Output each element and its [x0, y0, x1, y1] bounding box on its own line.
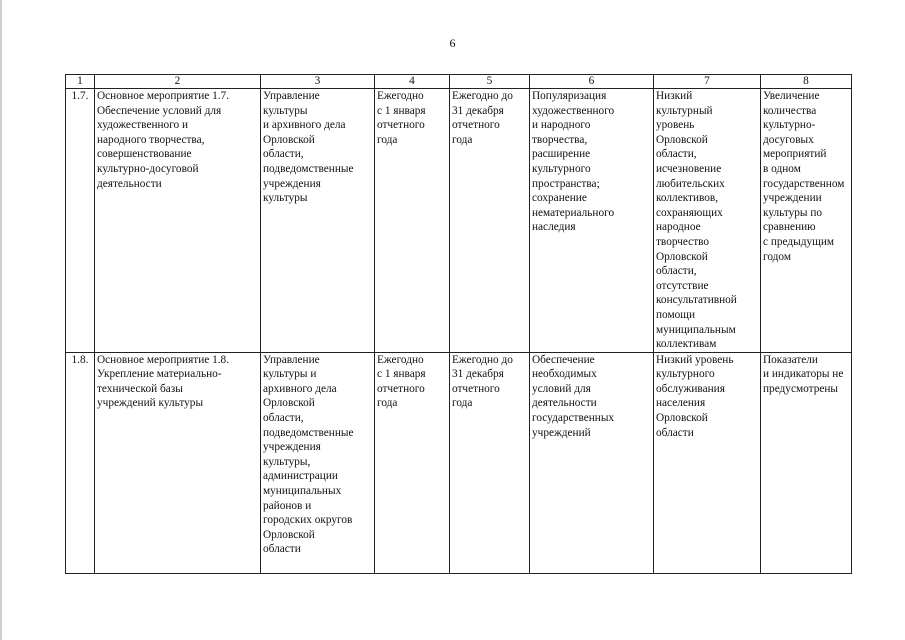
cell-text-line: Орловской [656, 133, 708, 146]
cell-text-line: населения [656, 397, 706, 410]
cell-text-line: мероприятий [763, 148, 827, 161]
cell-text-line: обслуживания [656, 382, 725, 395]
cell-text-line: условий для [532, 382, 591, 395]
cell-text-line: области, [263, 412, 304, 425]
cell-text-line: Увеличение [763, 90, 820, 102]
cell-text-line: подведомственные [263, 162, 354, 175]
table-cell [450, 352, 530, 573]
cell-text-line: учреждении [763, 192, 822, 205]
cell-text-line: государственных [532, 412, 615, 425]
table-cell [375, 352, 450, 573]
cell-text-line: Укрепление материально- [97, 368, 222, 381]
cell-text-line: нематериального [532, 206, 615, 219]
cell-text-line: Ежегодно [377, 353, 424, 366]
table-cell [450, 89, 530, 353]
cell-text-line: культуры [263, 104, 308, 117]
cell-text-line: культуры и [263, 368, 317, 381]
cell-text-line: Орловской [656, 412, 708, 425]
cell-text-line: помощи [656, 308, 696, 321]
cell-text-line: любительских [656, 177, 725, 190]
table-cell [95, 352, 261, 573]
cell-text-line: пространства; [532, 177, 600, 190]
cell-text-line: Управление [263, 353, 320, 366]
cell-text-line: с 1 января [377, 368, 426, 381]
cell-text-line: с предыдущим [763, 235, 835, 248]
cell-text-line: муниципальным [656, 323, 736, 336]
cell-text-line: сохраняющих [656, 206, 723, 219]
cell-text-line: Основное мероприятие 1.7. [97, 90, 230, 102]
cell-text-line: досуговых [763, 133, 814, 146]
cell-text-line: отчетного [377, 382, 425, 395]
column-header: 7 [654, 75, 761, 89]
cell-text-line: государственном [763, 177, 845, 190]
table-cell [66, 89, 95, 353]
cell-text-line: коллективам [656, 338, 717, 351]
column-header: 5 [450, 75, 530, 89]
cell-text-line: Орловской [263, 133, 315, 146]
cell-text-line: года [377, 133, 398, 146]
table-cell [95, 89, 261, 353]
cell-text-line: деятельности [97, 177, 162, 190]
cell-text-line: Ежегодно до [452, 353, 513, 366]
cell-text-line: учреждений [532, 426, 591, 439]
column-header: 6 [530, 75, 654, 89]
cell-text-line: отчетного [377, 119, 425, 132]
table-body [66, 89, 852, 574]
cell-text-line: художественного и [97, 119, 189, 132]
cell-text-line: учреждений культуры [97, 397, 204, 410]
cell-text-line: художественного [532, 104, 615, 117]
page-number: 6 [449, 36, 456, 50]
cell-text-line: года [452, 397, 473, 410]
table-cell [530, 352, 654, 573]
table-cell [761, 89, 852, 353]
cell-text-line: технической базы [97, 382, 183, 395]
table-cell [66, 352, 95, 573]
cell-text-line: Ежегодно [377, 90, 424, 102]
cell-text-line: исчезновение [656, 162, 722, 175]
cell-text-line: культурного [532, 162, 591, 175]
cell-text-line: года [452, 133, 473, 146]
column-header: 1 [66, 75, 95, 89]
cell-text-line: народного творчества, [97, 133, 205, 146]
cell-text-line: количества [763, 104, 817, 117]
column-header: 3 [261, 75, 375, 89]
cell-text-line: деятельности [532, 397, 597, 410]
cell-text-line: годом [763, 250, 792, 263]
cell-text-line: отсутствие [656, 279, 709, 292]
cell-text-line: 31 декабря [452, 104, 504, 117]
cell-text-line: муниципальных [263, 485, 342, 498]
cell-text-line: Низкий [656, 90, 693, 102]
table-cell [761, 352, 852, 573]
cell-text-line: Популяризация [532, 90, 607, 102]
cell-text-line: области, [656, 265, 697, 278]
cell-text-line: сохранение [532, 192, 587, 205]
cell-text-line: архивного дела [263, 382, 337, 395]
table-cell [654, 352, 761, 573]
cell-text-line: учреждения [263, 441, 321, 454]
cell-text-line: культуры [263, 192, 308, 205]
page-left-edge [0, 0, 2, 640]
cell-text-line: и архивного дела [263, 119, 346, 132]
cell-text-line: области [656, 426, 694, 439]
table-cell [654, 89, 761, 353]
cell-text-line: городских округов [263, 514, 353, 527]
cell-text-line: отчетного [452, 119, 500, 132]
cell-text-line: культурного [656, 368, 715, 381]
cell-text-line: Орловской [263, 528, 315, 541]
cell-text-line: администрации [263, 470, 338, 483]
cell-text-line: расширение [532, 148, 591, 161]
cell-text-line: предусмотрены [763, 382, 838, 395]
table-cell [375, 89, 450, 353]
cell-text-line: 1.7. [71, 90, 89, 102]
cell-text-line: консультативной [656, 294, 737, 307]
cell-text-line: Орловской [263, 397, 315, 410]
cell-text-line: культурно- [763, 119, 816, 132]
cell-text-line: культурный [656, 104, 713, 117]
table-row [66, 352, 852, 573]
table-row [66, 89, 852, 353]
measures-table [65, 74, 852, 574]
cell-text-line: культуры по [763, 206, 823, 219]
cell-text-line: Показатели [763, 353, 818, 366]
cell-text-line: в одном [763, 162, 801, 175]
table-header-row [66, 75, 852, 89]
table-cell [261, 89, 375, 353]
cell-text-line: творчество [656, 235, 710, 248]
cell-text-line: культурно-досуговой [97, 162, 199, 175]
cell-text-line: учреждения [263, 177, 321, 190]
cell-text-line: совершенствование [97, 148, 192, 161]
cell-text-line: районов и [263, 499, 312, 512]
cell-text-line: Низкий уровень [656, 353, 734, 366]
cell-text-line: коллективов, [656, 192, 719, 205]
cell-text-line: 1.8. [71, 353, 89, 366]
cell-text-line: уровень [656, 119, 695, 132]
column-header: 4 [375, 75, 450, 89]
cell-text-line: Орловской [656, 250, 708, 263]
cell-text-line: Управление [263, 90, 320, 102]
cell-text-line: Основное мероприятие 1.8. [97, 353, 230, 366]
column-header: 8 [761, 75, 852, 89]
cell-text-line: области, [263, 148, 304, 161]
cell-text-line: Ежегодно до [452, 90, 513, 102]
cell-text-line: наследия [532, 221, 576, 234]
cell-text-line: 31 декабря [452, 368, 504, 381]
cell-text-line: и индикаторы не [763, 368, 844, 381]
table-cell [261, 352, 375, 573]
cell-text-line: культуры, [263, 455, 311, 468]
cell-text-line: Обеспечение [532, 353, 595, 366]
cell-text-line: народное [656, 221, 701, 234]
cell-text-line: необходимых [532, 368, 597, 381]
cell-text-line: отчетного [452, 382, 500, 395]
cell-text-line: области [263, 543, 301, 556]
column-header: 2 [95, 75, 261, 89]
cell-text-line: и народного [532, 119, 591, 132]
cell-text-line: области, [656, 148, 697, 161]
cell-text-line: сравнению [763, 221, 816, 234]
cell-text-line: творчества, [532, 133, 588, 146]
cell-text-line: года [377, 397, 398, 410]
cell-text-line: с 1 января [377, 104, 426, 117]
table-cell [530, 89, 654, 353]
cell-text-line: Обеспечение условий для [97, 104, 222, 117]
cell-text-line: подведомственные [263, 426, 354, 439]
